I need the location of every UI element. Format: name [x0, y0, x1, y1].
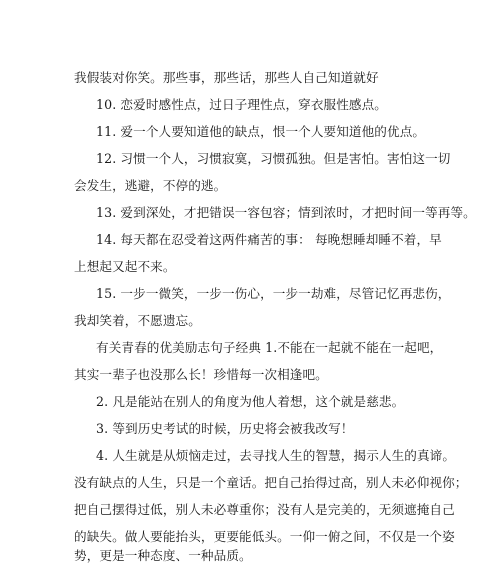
text-line: 我假装对你笑。那些事，那些话，那些人自己知道就好: [74, 70, 379, 85]
text-line: 3. 等到历史考试的时候，历史将会被我改写！: [96, 421, 354, 436]
text-line: 把自己摆得过低，别人未必尊重你；没有人是完美的，无须遮掩自己: [74, 502, 455, 517]
text-line: 我却笑着，不愿遗忘。: [74, 313, 201, 328]
text-line: 12. 习惯一个人，习惯寂寞，习惯孤独。但是害怕。害怕这一切: [96, 151, 451, 166]
text-line: 4. 人生就是从烦恼走过，去寻找人生的智慧，揭示人生的真谛。: [96, 448, 456, 463]
text-line: 的缺失。做人要能抬头，更要能低头。一仰一俯之间，不仅是一个姿: [74, 529, 455, 544]
text-line: 13. 爱到深处，才把错误一容包容；情到浓时，才把时间一等再等。: [96, 205, 476, 220]
text-line: 上想起又起不来。: [74, 259, 176, 274]
text-line: 势，更是一种态度、一种品质。: [74, 548, 252, 563]
text-line: 10. 恋爱时感性点，过日子理性点，穿衣服性感点。: [96, 97, 387, 112]
text-line: 14. 每天都在忍受着这两件痛苦的事： 每晚想睡却睡不着，早: [96, 232, 442, 247]
text-line: 有关青春的优美励志句子经典 1.不能在一起就不能在一起吧，: [96, 340, 443, 355]
text-line: 15. 一步一微笑，一步一伤心，一步一劫难，尽管记忆再悲伤，: [96, 286, 451, 301]
text-line: 会发生，逃避，不停的逃。: [74, 178, 227, 193]
text-line: 没有缺点的人生，只是一个童话。把自己抬得过高，别人未必仰视你；: [74, 475, 468, 490]
text-line: 11. 爱一个人要知道他的缺点，恨一个人要知道他的优点。: [96, 124, 426, 139]
text-line: 其实一辈子也没那么长！珍惜每一次相逢吧。: [74, 367, 328, 382]
text-line: 2. 凡是能站在别人的角度为他人着想，这个就是慈悲。: [96, 394, 405, 409]
